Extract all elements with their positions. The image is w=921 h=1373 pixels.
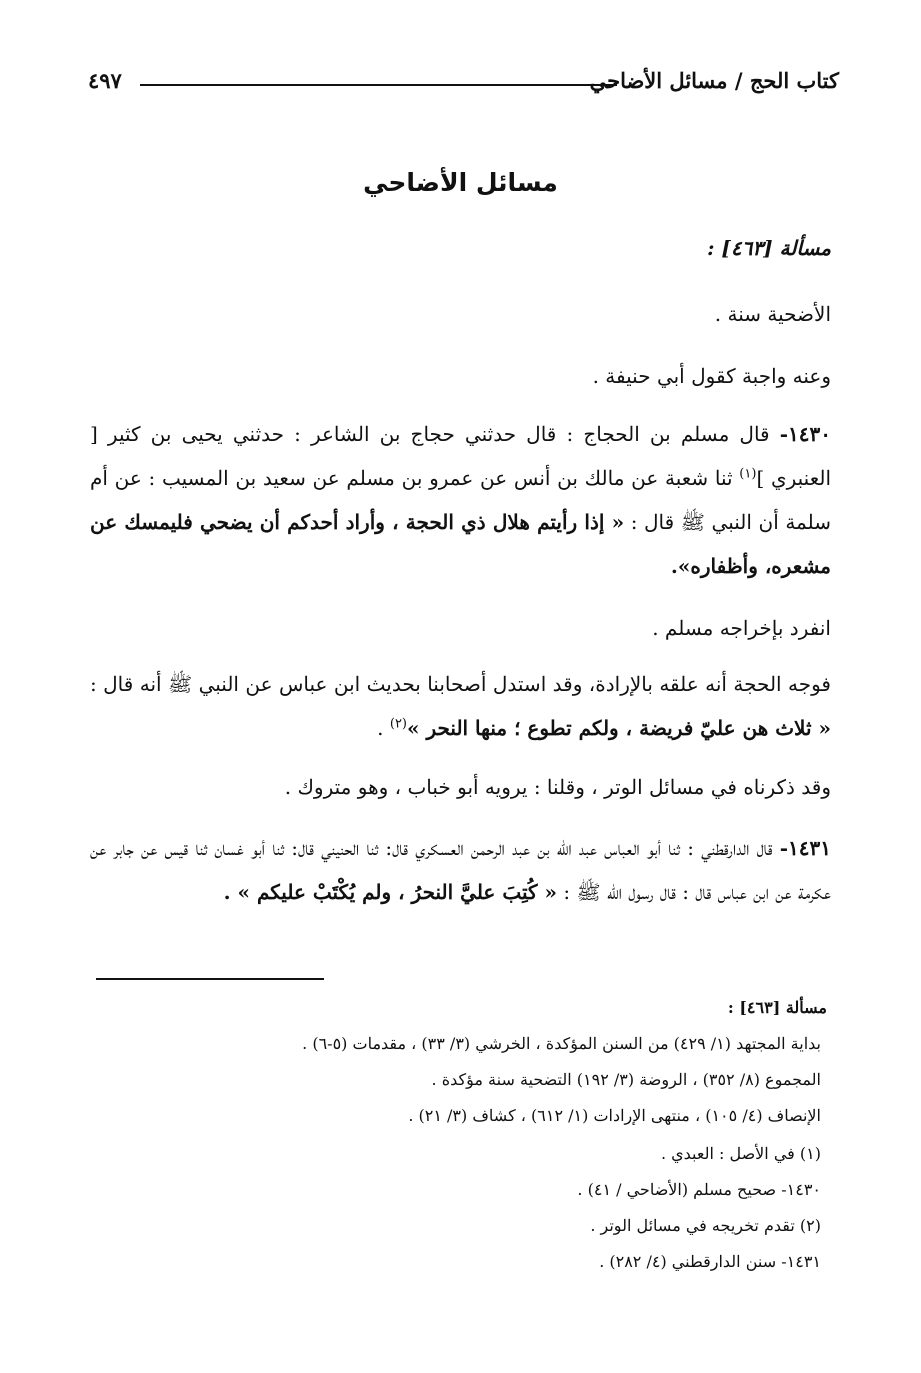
footnote-sources (94, 1026, 821, 1134)
hadith-quote: « كُتِبَ عليَّ النحرُ ، ولم يُكْتَبْ عليكم » . (223, 880, 557, 904)
hadith-chain: قال مسلم بن الحجاج : قال حدثني حجاج بن الشاعر : حدثني يحيى بن كثير [ العنبري ] (90, 422, 832, 490)
footnote-note: (٢) تقدم تخريجه في مسائل الوتر . (590, 1216, 821, 1235)
hadith-1431 (90, 826, 831, 914)
issue-label: مسألة [٤٦٣] : (707, 236, 831, 260)
chapter-title: مسائل الأضاحي (363, 168, 558, 197)
hadith-number: ١٤٣١- (779, 836, 831, 860)
footnote-marker: (٢) (389, 716, 407, 732)
footnote-issue-label: مسألة [٤٦٣] : (727, 998, 827, 1017)
argument-text: فوجه الحجة أنه علقه بالإرادة، وقد استدل أصحابنا بحديث ابن عباس عن النبي ﷺ أنه قال : (90, 672, 831, 696)
running-title: كتاب الحج / مسائل الأضاحي (589, 68, 839, 93)
footnote-note: (١) في الأصل : العبدي . (660, 1144, 821, 1163)
paragraph-muslim-only: انفرد بإخراجه مسلم . (652, 616, 831, 640)
hadith-chain-cont: ثنا شعبة عن مالك بن أنس عن عمرو بن مسلم عن سعيد بن المسيب : عن أم سلمة أن النبي ﷺ قال : (90, 466, 831, 534)
paragraph-argument (90, 662, 831, 750)
footnote-notes (94, 1136, 821, 1280)
footnote-note: ١٤٣٠- صحيح مسلم (الأضاحي / ٤١) . (577, 1180, 821, 1199)
argument-end: . (377, 716, 390, 740)
footnote-source: بداية المجتهد (١/ ٤٢٩) من السنن المؤكدة ، الخرشي (٣/ ٣٣) ، مقدمات (٥-٦) . (302, 1034, 821, 1053)
footnote-separator (96, 978, 324, 980)
header-rule (140, 84, 617, 86)
footnote-marker: (١) (739, 466, 757, 482)
argument-quote: « ثلاث هن عليّ فريضة ، ولكم تطوع ؛ منها النحر » (407, 716, 831, 740)
footnote-note: ١٤٣١- سنن الدارقطني (٤/ ٢٨٢) . (599, 1252, 821, 1271)
paragraph-ruling: الأضحية سنة . (714, 302, 831, 326)
footnote-source: المجموع (٨/ ٣٥٢) ، الروضة (٣/ ١٩٢) التضحية سنة مؤكدة . (431, 1070, 821, 1089)
page-number: ٤٩٧ (88, 68, 122, 93)
hadith-chain: قال الدارقطني : ثنا أبو العباس عبد الله بن عبد الرحمن العسكري قال: ثنا الحنيني قال: ثنا أبو غسان ثنا قيس عن جابر عن عكرمة عن ابن عباس قال : قال رسول الله ﷺ : (90, 836, 831, 904)
paragraph-witr: وقد ذكرناه في مسائل الوتر ، وقلنا : يرويه أبو خباب ، وهو متروك . (284, 775, 831, 799)
hadith-number: ١٤٣٠- (779, 422, 831, 446)
footnote-source: الإنصاف (٤/ ١٠٥) ، منتهى الإرادات (١/ ٦١٢) ، كشاف (٣/ ٢١) . (408, 1106, 821, 1125)
hadith-1430 (90, 412, 831, 588)
running-header (88, 62, 839, 102)
hadith-quote: « إذا رأيتم هلال ذي الحجة ، وأراد أحدكم أن يضحي فليمسك عن مشعره، وأظفاره». (90, 510, 831, 578)
paragraph-other-view: وعنه واجبة كقول أبي حنيفة . (592, 364, 831, 388)
